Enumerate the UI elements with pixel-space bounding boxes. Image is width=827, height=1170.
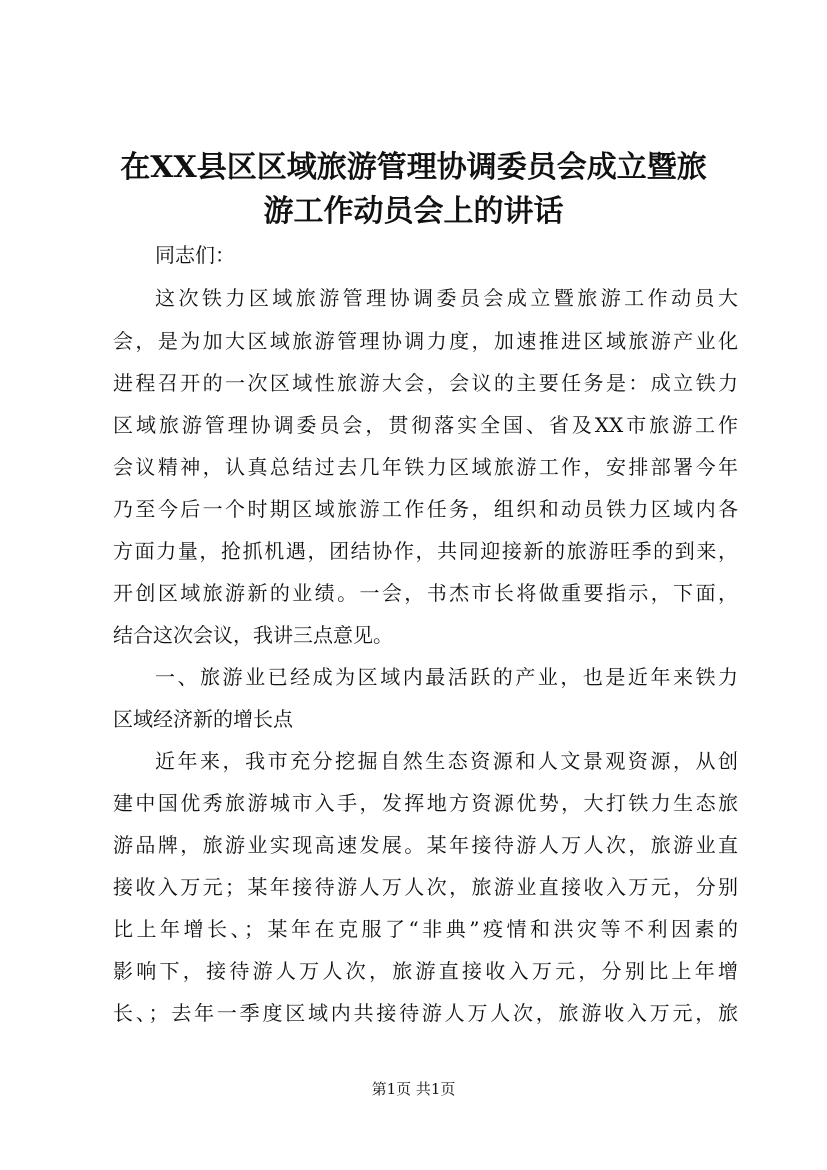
paragraph-2-line: 近年来，我市充分挖掘自然生态资源和人文景观资源，从创 [155, 749, 738, 773]
paragraph-1-line: 结合这次会议，我讲三点意见。 [113, 623, 393, 647]
salutation: 同志们： [155, 243, 235, 267]
paragraph-1-line: 会，是为加大区域旅游管理协调力度，加速推进区域旅游产业化 [113, 329, 738, 353]
paragraph-2-line: 影响下，接待游人万人次，旅游直接收入万元，分别比上年增 [113, 959, 738, 983]
paragraph-2-line: 接收入万元；某年接待游人万人次，旅游业直接收入万元，分别 [113, 875, 738, 899]
paragraph-2-line: 建中国优秀旅游城市入手，发挥地方资源优势，大打铁力生态旅 [113, 791, 738, 815]
document-title-line-1: 在XX县区区域旅游管理协调委员会成立暨旅 [120, 150, 707, 185]
section-heading-1-line: 一、旅游业已经成为区域内最活跃的产业，也是近年来铁力 [155, 665, 738, 689]
paragraph-2-line: 游品牌，旅游业实现高速发展。某年接待游人万人次，旅游业直 [113, 833, 738, 857]
paragraph-1-line: 进程召开的一次区域性旅游大会，会议的主要任务是：成立铁力 [113, 371, 738, 395]
paragraph-1-line: 乃至今后一个时期区域旅游工作任务，组织和动员铁力区域内各 [113, 497, 738, 521]
paragraph-1-line: 会议精神，认真总结过去几年铁力区域旅游工作，安排部署今年 [113, 455, 738, 479]
paragraph-1-line: 开创区域旅游新的业绩。一会，书杰市长将做重要指示，下面， [113, 581, 738, 605]
paragraph-2-line: 长、；去年一季度区域内共接待游人万人次，旅游收入万元，旅 [113, 1001, 738, 1025]
paragraph-2-line: 比上年增长、；某年在克服了“非典”疫情和洪灾等不利因素的 [113, 917, 738, 941]
section-heading-1-line: 区域经济新的增长点 [113, 707, 293, 731]
document-title-line-2: 游工作动员会上的讲话 [263, 194, 564, 229]
page-number-footer: 第1页 共1页 [371, 1080, 456, 1098]
paragraph-1-line: 这次铁力区域旅游管理协调委员会成立暨旅游工作动员大 [155, 286, 738, 310]
paragraph-1-line: 区域旅游管理协调委员会，贯彻落实全国、省及XX市旅游工作 [113, 413, 738, 437]
paragraph-1-line: 方面力量，抢抓机遇，团结协作，共同迎接新的旅游旺季的到来， [113, 539, 738, 563]
